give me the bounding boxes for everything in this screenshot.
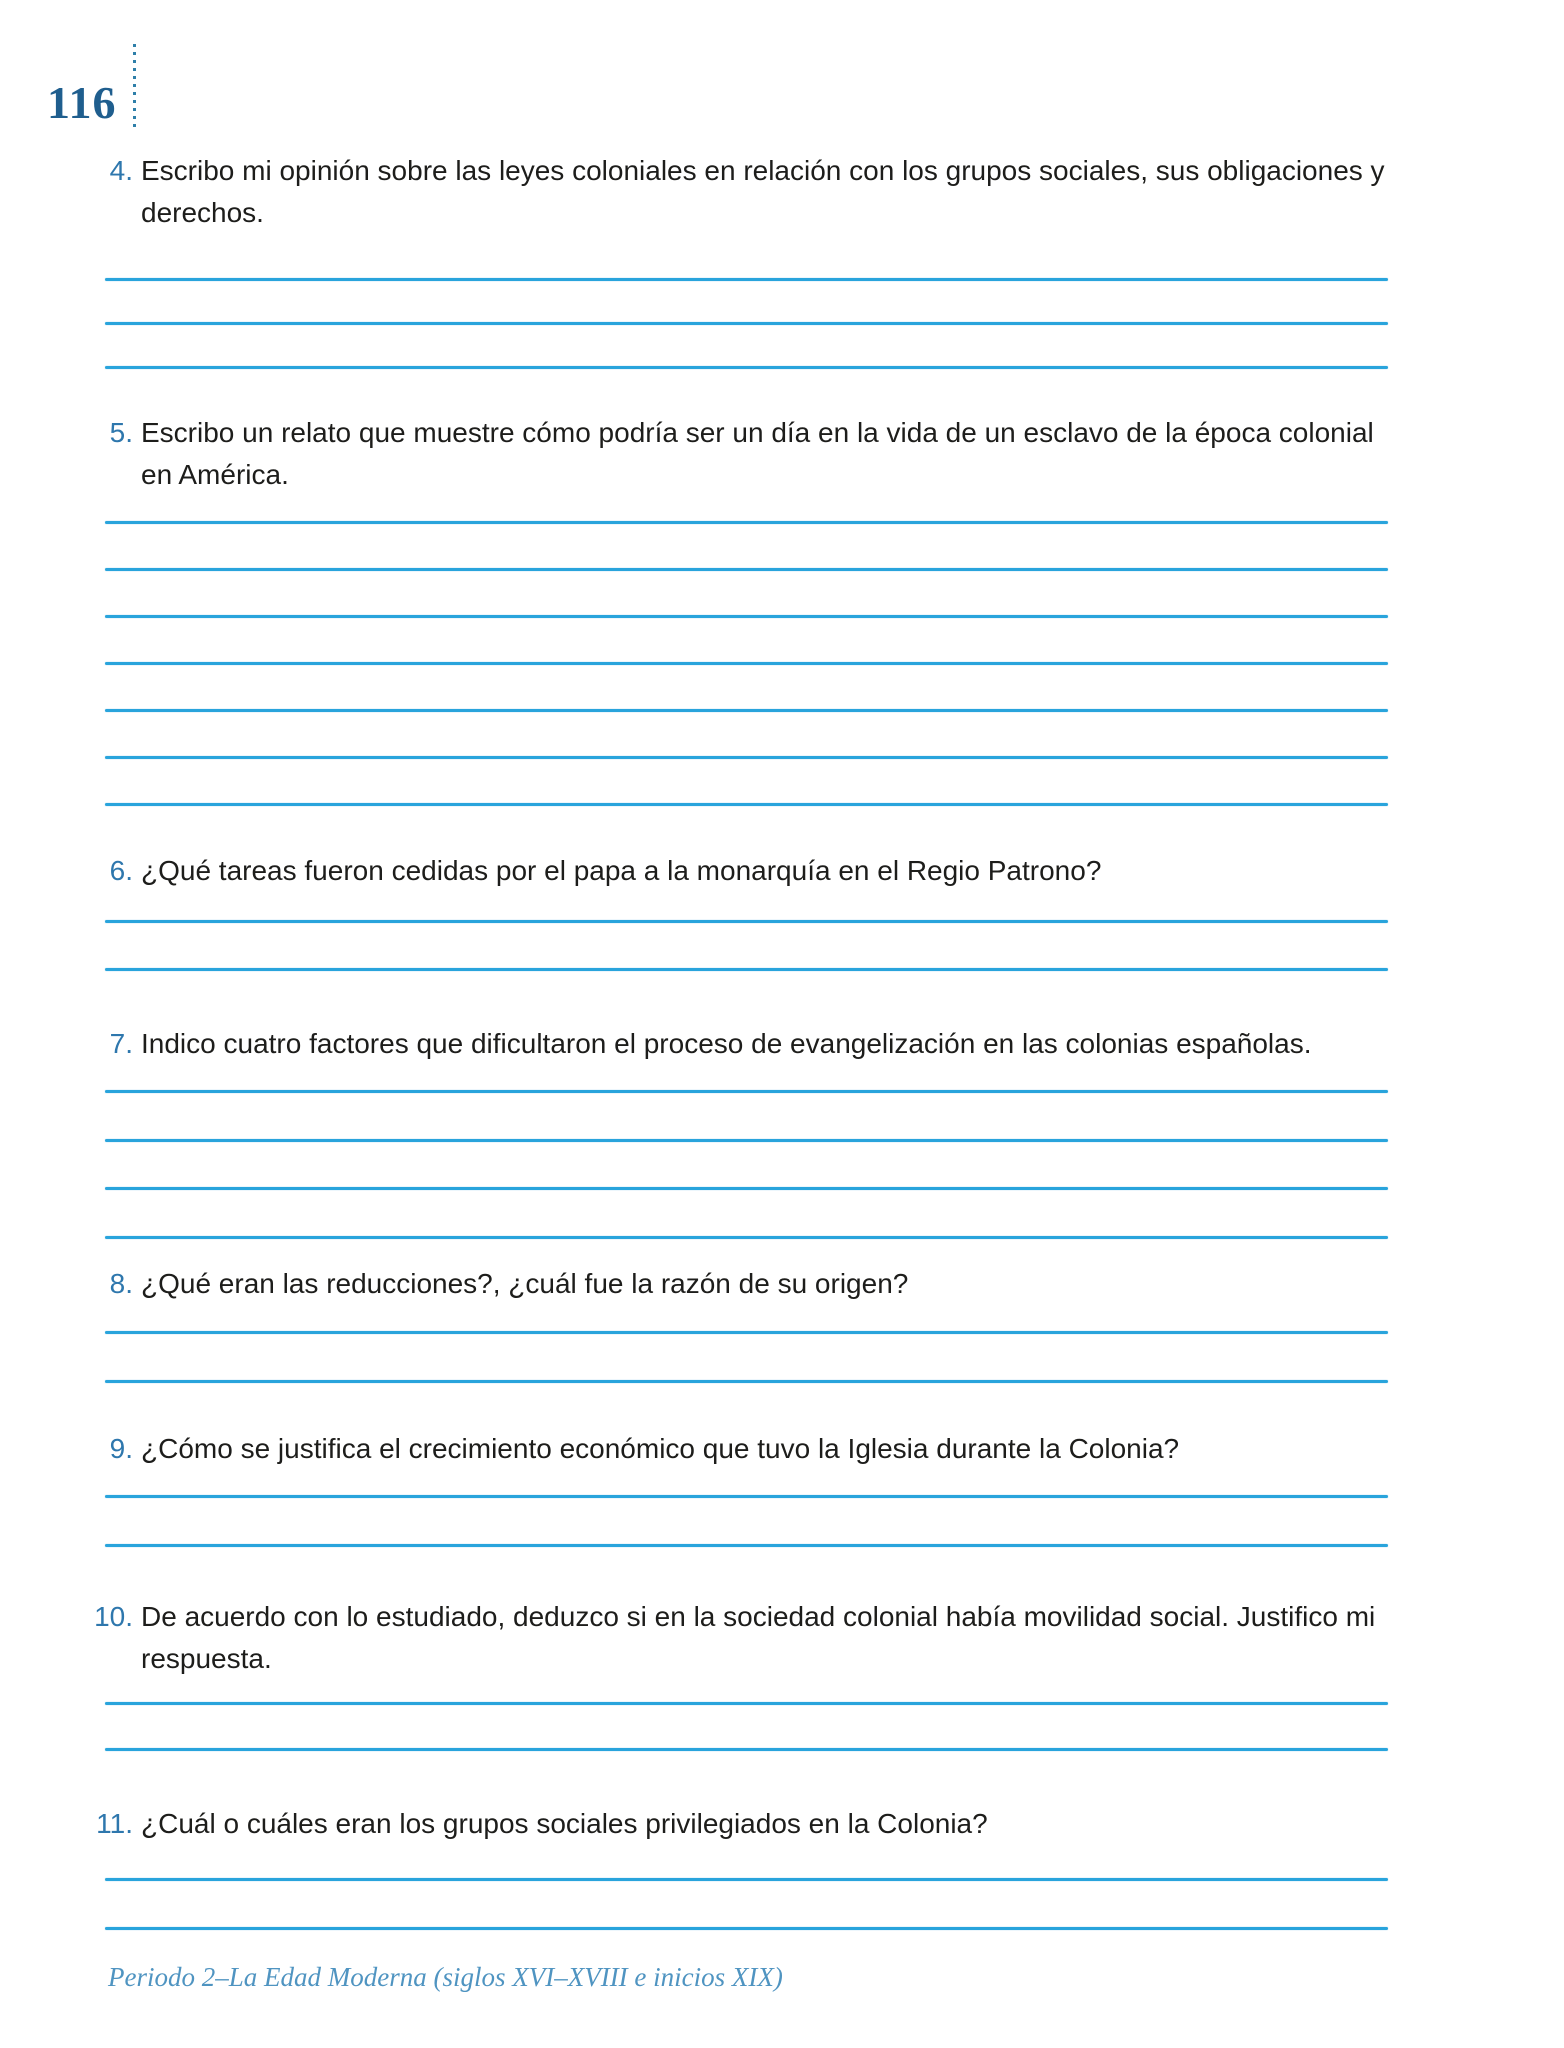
question-text: Escribo un relato que muestre cómo podría ser un día en la vida de un esclavo de la época colonial en América. (141, 417, 1374, 490)
answer-line[interactable] (105, 568, 1388, 571)
answer-line[interactable] (105, 1878, 1388, 1881)
question-number: 11. (96, 1808, 133, 1839)
question-head (96, 1803, 1388, 1845)
question-item (105, 1428, 1388, 1547)
question-item (105, 1263, 1388, 1383)
answer-line[interactable] (105, 1187, 1388, 1190)
answer-line[interactable] (105, 1380, 1388, 1383)
question-item (94, 1596, 1388, 1751)
question-item (105, 1023, 1388, 1239)
question-text: ¿Qué eran las reducciones?, ¿cuál fue la razón de su origen? (141, 1268, 909, 1299)
question-head (105, 412, 1388, 496)
answer-line[interactable] (105, 1236, 1388, 1239)
question-number: 5. (109, 417, 133, 448)
question-head (105, 1263, 1388, 1305)
answer-line[interactable] (105, 1331, 1388, 1334)
answer-line[interactable] (105, 1702, 1388, 1705)
answer-line[interactable] (105, 521, 1388, 524)
question-number: 7. (109, 1028, 133, 1059)
answer-line[interactable] (105, 278, 1388, 281)
question-head (105, 1023, 1388, 1065)
answer-line[interactable] (105, 1748, 1388, 1751)
question-text: ¿Cómo se justifica el crecimiento económico que tuvo la Iglesia durante la Colonia? (141, 1433, 1180, 1464)
question-text: ¿Qué tareas fueron cedidas por el papa a la monarquía en el Regio Patrono? (141, 855, 1102, 886)
answer-line[interactable] (105, 1495, 1388, 1498)
question-item (105, 850, 1388, 971)
page-number: 116 (47, 77, 117, 128)
answer-line[interactable] (105, 662, 1388, 665)
question-item (105, 150, 1388, 369)
question-head (105, 1428, 1388, 1470)
footer-chapter-title: Periodo 2–La Edad Moderna (siglos XVI–XVIII e inicios XIX) (108, 1962, 783, 1992)
answer-line[interactable] (105, 709, 1388, 712)
answer-line[interactable] (105, 1090, 1388, 1093)
answer-line[interactable] (105, 756, 1388, 759)
answer-line[interactable] (105, 615, 1388, 618)
question-text: ¿Cuál o cuáles eran los grupos sociales privilegiados en la Colonia? (141, 1808, 988, 1839)
dotted-divider (133, 44, 136, 132)
question-number: 4. (109, 155, 133, 186)
answer-line[interactable] (105, 366, 1388, 369)
question-item (105, 412, 1388, 806)
answer-line[interactable] (105, 920, 1388, 923)
question-number: 6. (109, 855, 133, 886)
answer-line[interactable] (105, 803, 1388, 806)
question-text: De acuerdo con lo estudiado, deduzco si en la sociedad colonial había movilidad social. Justifico mi respuesta. (141, 1601, 1376, 1674)
answer-line[interactable] (105, 1544, 1388, 1547)
answer-line[interactable] (105, 1927, 1388, 1930)
question-number: 8. (109, 1268, 133, 1299)
question-head (105, 150, 1388, 234)
question-head (105, 850, 1388, 892)
question-number: 10. (94, 1601, 133, 1632)
answer-line[interactable] (105, 322, 1388, 325)
question-text: Indico cuatro factores que dificultaron el proceso de evangelización en las colonias españolas. (141, 1028, 1312, 1059)
question-head (94, 1596, 1388, 1680)
question-number: 9. (109, 1433, 133, 1464)
answer-line[interactable] (105, 968, 1388, 971)
question-text: Escribo mi opinión sobre las leyes coloniales en relación con los grupos sociales, sus obligaciones y derechos. (141, 155, 1385, 228)
question-item (96, 1803, 1388, 1930)
answer-line[interactable] (105, 1139, 1388, 1142)
